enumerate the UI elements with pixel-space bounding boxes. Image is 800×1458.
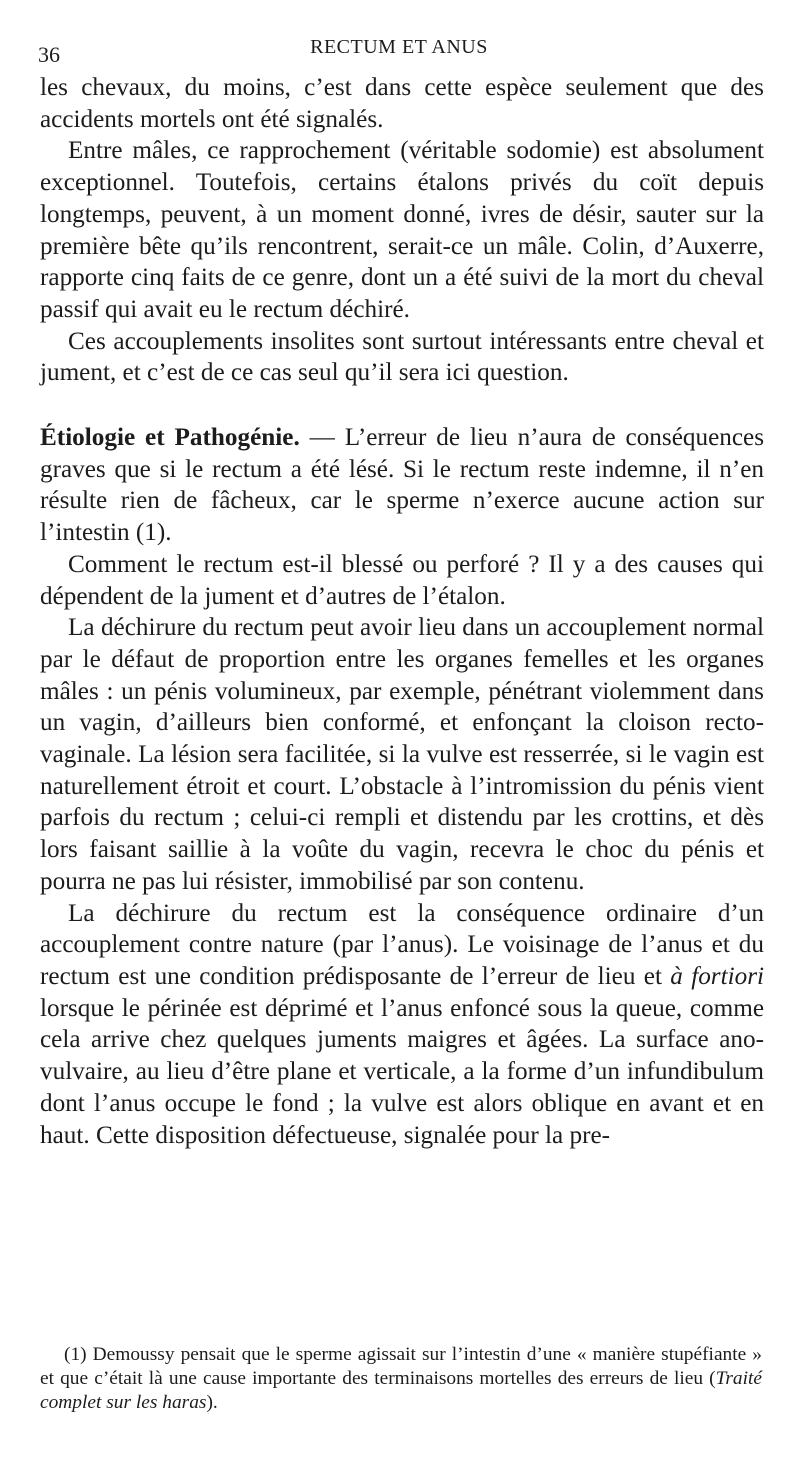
- italic-term: à fortiori: [670, 962, 764, 990]
- paragraph-continuation: les chevaux, du moins, c’est dans cette espèce seulement que des accidents mortels ont été signalés.: [40, 74, 764, 133]
- body-text: [40, 72, 764, 1151]
- running-title: RECTUM ET ANUS: [310, 36, 488, 58]
- page-header: [38, 34, 760, 67]
- paragraph-males: Entre mâles, ce rapprochement (véritable sodomie) est absolument exceptionnel. Toutefois, certains étalons privés du coït depuis longtemps, peuvent, à un moment donné, ivres de désir, sauter sur la première bête qu’ils rencontrent, serait-ce un mâle. Colin, d’Auxerre, rapporte cinq faits de ce genre, dont un a été suivi de la mort du cheval passif qui avait eu le rectum déchiré.: [40, 137, 764, 323]
- paragraph-insolites: Ces accouplements insolites sont surtout intéressants entre cheval et jument, et c’est de ce cas seul qu’il sera ici question.: [40, 327, 764, 387]
- paragraph-etiologie: [40, 422, 764, 549]
- paragraph-dechirure-normal: La déchirure du rectum peut avoir lieu dans un accouplement normal par le défaut de proportion entre les organes femelles et les organes mâles : un pénis volumineux, par exemple, pénétrant violemment dans un vagin, d’ailleurs bien conformé, et enfonçant la cloison recto-vaginale. La lésion sera facilitée, si la vulve est resserrée, si le vagin est naturellement étroit et court. L’obstacle à l’intromission du pénis vient parfois du rectum ; celui-ci rempli et distendu par les crottins, et dès lors faisant saillie à la voûte du vagin, recevra le choc du pénis et pourra ne pas lui résister, immobilisé par son contenu.: [40, 614, 764, 895]
- paragraph-comment: Comment le rectum est-il blessé ou perforé ? Il y a des causes qui dépendent de la jument et d’autres de l’étalon.: [40, 550, 764, 610]
- footnote: [40, 1343, 762, 1415]
- footnote-text-end: ).: [206, 1392, 218, 1413]
- footnote-book-title: Traité complet sur les haras: [40, 1368, 762, 1413]
- page-number: 36: [38, 42, 60, 67]
- section-heading-text: — L’erreur de lieu n’aura de conséquences graves que si le rectum a été lésé. Si le rectum reste indemne, il n’en résulte rien de fâcheux, car le sperme n’exerce aucune action sur l’intestin (1).: [40, 424, 765, 547]
- section-heading: Étiologie et Pathogénie.: [40, 424, 300, 452]
- paragraph-text-part: La déchirure du rectum est la conséquence ordinaire d’un accouplement contre nature (par l’anus). Le voisinage de l’anus et du rectum est une condition prédisposante de l’erreur de lieu et: [40, 899, 764, 990]
- paragraph-text-part: lorsque le périnée est déprimé et l’anus enfoncé sous la queue, comme cela arrive chez quelques juments maigres et âgées. La surface ano-vulvaire, au lieu d’être plane et verticale, a la forme d’un infundibulum dont l’anus occupe le fond ; la vulve est alors oblique en avant et en haut. Cette disposition défectueuse, signalée pour la pre-: [40, 994, 764, 1149]
- paragraph-dechirure-contre-nature: [40, 898, 764, 1152]
- footnote-text: (1) Demoussy pensait que le sperme agissait sur l’intestin d’une « manière stupéfiante » et que c’était là une cause importante des terminaisons mortelles des erreurs de lieu (: [40, 1344, 762, 1389]
